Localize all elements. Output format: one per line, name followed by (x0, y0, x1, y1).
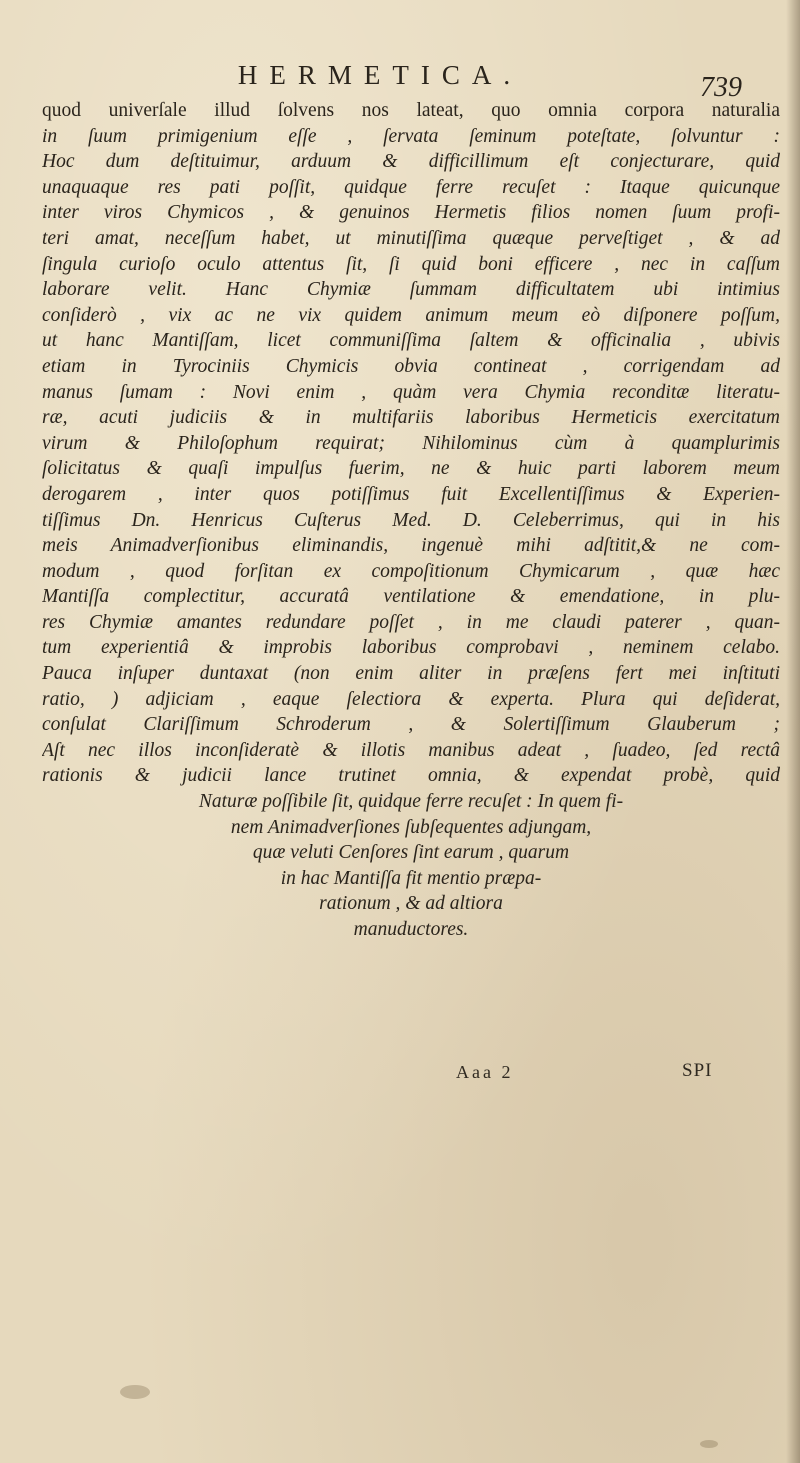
text-line: res Chymiæ amantes redundare poſſet , in me claudi paterer , quan- (42, 611, 780, 633)
text-line: teri amat, neceſſum habet, ut minutiſſima quæque perveſtiget , & ad (42, 227, 780, 249)
catchword: SPI (682, 1060, 713, 1081)
page-number: 739 (700, 72, 742, 103)
text-line: rationis & judicii lance trutinet omnia, & expendat probè, quid (42, 765, 780, 787)
text-line: nem Animadverſiones ſubſequentes adjungam, (230, 816, 592, 838)
text-line: rationum , & ad altiora (319, 893, 503, 915)
text-line: ræ, acuti judiciis & in multifariis laboribus Hermeticis exercitatum (42, 407, 780, 429)
running-title: HERMETICA. (237, 60, 523, 90)
text-line: conſiderò , vix ac ne vix quidem animum meum eò diſponere poſſum, (42, 304, 780, 326)
text-line: tum experientiâ & improbis laboribus comprobavi , neminem celabo. (42, 637, 780, 659)
text-line: Aſt nec illos inconſideratè & illotis manibus adeat , ſuadeo, ſed rectâ (42, 739, 780, 761)
text-line: manus ſumam : Novi enim , quàm vera Chymia reconditæ literatu- (42, 381, 780, 403)
text-line: quod univerſale illud ſolvens nos lateat, quo omnia corpora naturalia (42, 100, 780, 121)
paper-stain (700, 1440, 718, 1448)
text-line: Pauca inſuper duntaxat (non enim aliter in præſens fert mei inſtituti (42, 663, 780, 685)
text-line: ſolicitatus & quaſi impulſus fuerim, ne & huic parti laborem meum (42, 458, 780, 480)
text-line: quæ veluti Cenſores ſint earum , quarum (252, 842, 570, 864)
text-line: Hoc dum deſtituimur, arduum & difficillimum eſt conjecturare, quid (42, 151, 780, 173)
text-line: laborare velit. Hanc Chymiæ ſummam difficultatem ubi intimius (42, 279, 780, 301)
text-line: ut hanc Mantiſſam, licet communiſſima ſaltem & officinalia , ubivis (42, 330, 780, 352)
text-line: in hac Mantiſſa fit mentio præpa- (280, 867, 542, 889)
text-line: inter viros Chymicos , & genuinos Hermetis filios nomen ſuum profi- (42, 202, 780, 224)
text-line: unaquaque res pati poſſit, quidque ferre recuſet : Itaque quicunque (42, 176, 780, 198)
text-line: Naturæ poſſibile ſit, quidque ferre recuſet : In quem fi- (198, 791, 624, 813)
body-text (42, 98, 780, 943)
text-line: in ſuum primigenium eſſe , ſervata ſeminum poteſtate, ſolvuntur : (42, 125, 780, 147)
text-line: Mantiſſa complectitur, accuratâ ventilatione & emendatione, in plu- (42, 586, 780, 608)
text-line: meis Animadverſionibus eliminandis, ingenuè mihi adſtitit,& ne com- (42, 535, 780, 557)
paper-stain (120, 1385, 150, 1399)
text-line: modum , quod forſitan ex compoſitionum Chymicarum , quæ hæc (42, 560, 780, 582)
page-edge-shadow (786, 0, 800, 1463)
text-line: derogarem , inter quos potiſſimus fuit Excellentiſſimus & Experien- (42, 483, 780, 505)
signature-mark: Aaa 2 (456, 1062, 514, 1082)
text-line: etiam in Tyrociniis Chymicis obvia contineat , corrigendam ad (42, 355, 780, 377)
text-line: tiſſimus Dn. Henricus Cuſterus Med. D. Celeberrimus, qui in his (42, 509, 780, 531)
text-line: virum & Philoſophum requirat; Nihilominus cùm à quamplurimis (42, 432, 780, 454)
text-line: ſingula curioſo oculo attentus ſit, ſi quid boni efficere , nec in caſſum (42, 253, 780, 275)
text-line: conſulat Clariſſimum Schroderum , & Solertiſſimum Glauberum ; (42, 714, 780, 736)
text-line: manuductores. (353, 919, 469, 940)
text-line: ratio, ) adjiciam , eaque ſelectiora & experta. Plura qui deſiderat, (42, 688, 780, 710)
